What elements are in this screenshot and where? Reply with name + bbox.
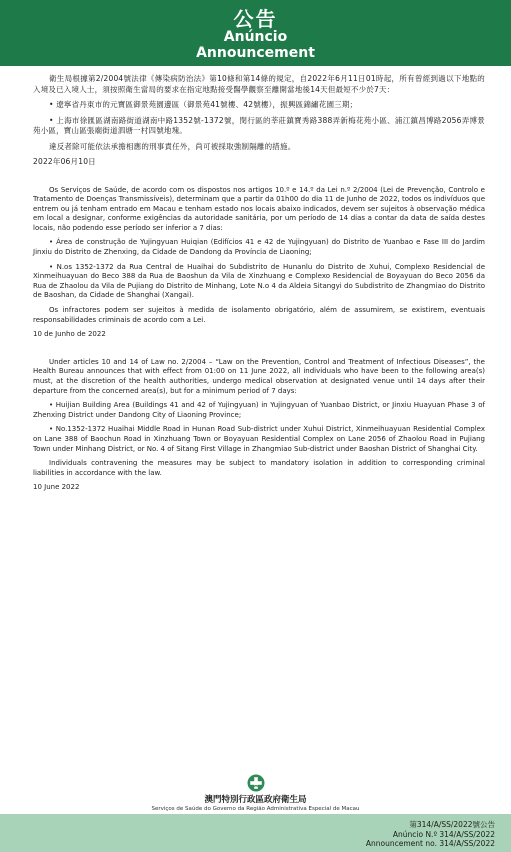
title-pt: Anúncio (223, 29, 288, 45)
bureau-name-zh: 澳門特別行政區政府衛生局 (204, 795, 307, 805)
title-en: Announcement (196, 45, 315, 61)
en-bullet-2: • No.1352-1372 Huaihai Middle Road in Hunan Road Sub-district under Xuhui District, Xinmeihuayuan Residential Complex on Lane 388 of Baochun Road in Xinzhuang Town or Boyayuan Residential Complex on Lane 2056 of Zhaolou Road in Pujiang Town under Minhang District, or No. 4 of Sitang First Village in Zhangmiao Sub-district under Baoshan District of Shanghai City. (33, 425, 485, 453)
pt-date: 10 de Junho de 2022 (33, 330, 106, 339)
title-zh: 公告 (233, 7, 278, 31)
pt-bullet-1: • Área de construção de Yujingyuan Huiqian (Edifícios 41 e 42 de Yujingyuan) do Distrito de Yuanbao e Fase III do Jardim Jinxiu do Distrito de Zhenxing, da Cidade de Dandong da Província de Liaoning; (33, 238, 485, 257)
reference-number-pt: Anúncio N.º 314/A/SS/2022 (392, 830, 495, 839)
zh-intro: 衛生局根據第2/2004號法律《傳染病防治法》第10條和第14條的規定，自2022年6月11日01時起，所有曾經到過以下地點的入境及已入境人士，須按照衛生當局的要求在指定地點接受醫學觀察至離開當地後14天但最短不少於7天： (33, 74, 485, 94)
en-intro: Under articles 10 and 14 of Law no. 2/2004 – “Law on the Prevention, Control and Treatment of Infectious Diseases”, the Health Bureau announces that with effect from 01:00 on 11 June 2022, all individuals who have been to the following area(s) must, at the discretion of the health authorities, undergo medical observation at designated venue until 14 days after their departure from the concerned area(s), but for a minimum period of 7 days: (33, 357, 485, 395)
en-date: 10 June 2022 (33, 483, 80, 492)
header-banner (0, 0, 511, 66)
reference-number-en: Announcement no. 314/A/SS/2022 (365, 839, 495, 848)
footer-reference-bar (0, 814, 511, 852)
pt-intro: Os Serviços de Saúde, de acordo com os dispostos nos artigos 10.º e 14.º da Lei n.º 2/2004 (Lei de Prevenção, Controlo e Tratamento de Doenças Transmissíveis), determinam que a partir da 01h00 do dia 11 de Junho de 2022, todos os indivíduos que entrem ou já tenham entrado em Macau e tenham estado nos locais abaixo indicados, devem ser sujeitos à observação médica em local a designar, conforme exigências da autoridade sanitária, por um período de 14 dias a contar da data de saída destes locais, não podendo esse período ser inferior a 7 dias: (33, 185, 485, 232)
en-penalty: Individuals contravening the measures may be subject to mandatory isolation in addition to corresponding criminal liabilities in accordance with the law. (33, 459, 485, 477)
zh-date: 2022年06月10日 (33, 157, 96, 166)
bureau-name-pt: Serviços de Saúde do Governo da Região Administrativa Especial de Macau (151, 806, 360, 812)
zh-bullet-1: • 遼寧省丹東市的元寶區御景苑園邊區（御景苑41號樓、42號樓），振興區錦繡花園三期； (49, 100, 358, 109)
pt-penalty: Os infractores podem ser sujeitos à medida de isolamento obrigatório, além de assumirem, se existirem, eventuais responsabilidades criminais de acordo com a Lei. (33, 306, 485, 324)
health-bureau-emblem-icon (247, 774, 265, 792)
announcement-body (33, 74, 485, 503)
reference-number-zh: 第314/A/SS/2022號公告 (409, 820, 495, 829)
health-bureau-logo-block (0, 774, 511, 812)
pt-bullet-2: • N.os 1352-1372 da Rua Central de Huaihai do Subdistrito de Hunanlu do Distrito de Xuhui, Complexo Residencial de Xinmeihuayuan do Beco 388 da Rua de Baoshun da Vila de Xinzhuang e Complexo Residencial de Boyayuan do Beco 2056 da Rua de Zhaolou da Vila de Pujiang do Distrito de Minhang, Lote N.o 4 da Aldeia Sitangyi do Subdistrito de Zhangmiao do Distrito de Baoshan, da Cidade de Shanghai (Xangai). (33, 262, 485, 300)
zh-bullet-2: • 上海市徐匯區湖南路街道湖南中路1352號-1372號，閔行區的莘莊鎮寶秀路388弄新梅花苑小區、浦江鎮昌博路2056弄博景苑小區，寶山區張廟街道泗塘一村四號地塊。 (33, 115, 485, 135)
zh-penalty: 違反者除可能依法承擔相應的刑事責任外，尚可被採取強制隔離的措施。 (49, 141, 296, 151)
en-bullet-1: • Huijian Building Area (Buildings 41 and 42 of Yujingyuan) in Yujingyuan of Yuanbao District, or Jinxiu Huayuan Phase 3 of Zhenxing District under Dandong City of Liaoning Province; (33, 401, 485, 419)
